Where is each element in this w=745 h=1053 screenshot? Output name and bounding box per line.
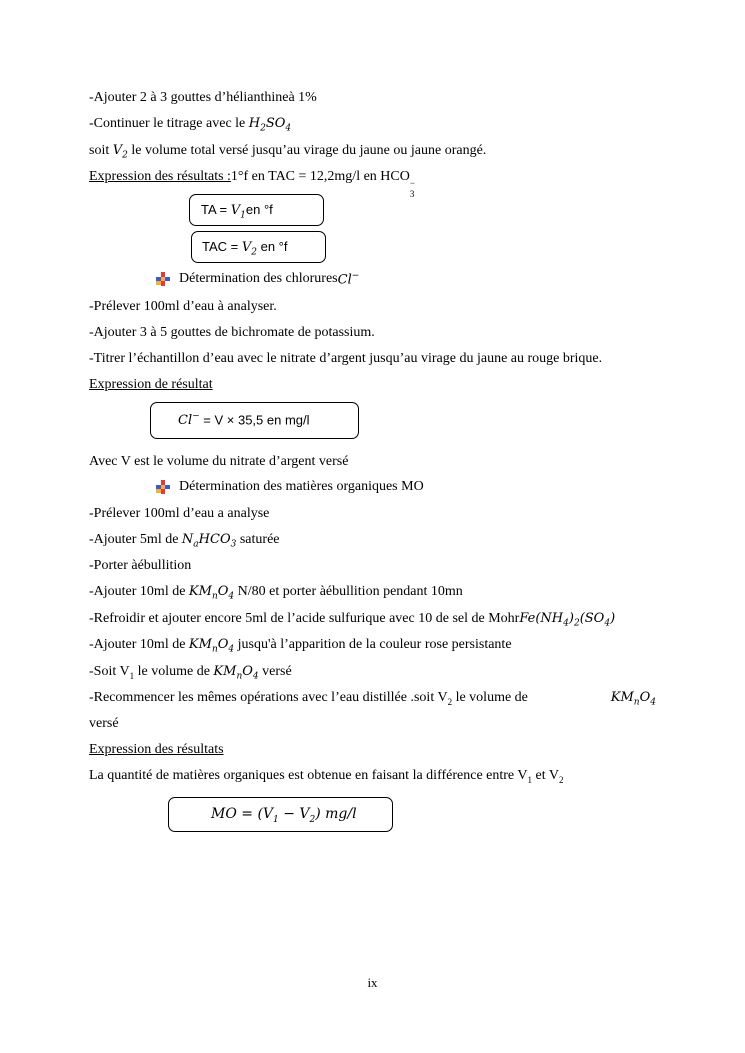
step-ebullition: -Porter àébullition — [89, 558, 192, 573]
step-titrer: -Titrer l’échantillon d’eau avec le nitrate d’argent jusqu’au virage du jaune au rouge brique. — [89, 351, 603, 366]
formula-box-ta: TA = $V_1en$ °f — [189, 194, 324, 226]
step-add-helianthine: -Ajouter 2 à 3 gouttes d’hélianthineà 1% — [89, 90, 317, 105]
step-prelever-mo: -Prélever 100ml d’eau a analyse — [89, 506, 270, 521]
step-v2-volume: soit $V_2$ le volume total versé jusqu’au virage du jaune ou jaune orangé. — [89, 143, 487, 161]
section-label: Expression des résultats : — [89, 169, 231, 184]
step-recommencer: -Recommencer les mêmes opérations avec l’eau distillée .soit $V_2$ le volume de $KM_nO_4$ — [89, 690, 656, 708]
step-prelever: -Prélever 100ml d’eau à analyser. — [89, 299, 277, 314]
cross-bullet-icon — [155, 271, 171, 287]
section-label-resultats-mo: Expression des résultats — [89, 742, 224, 757]
cross-bullet-icon — [155, 479, 171, 495]
step-v1-volume: -Soit $V_1$ le volume de $KM_nO_4$ versé — [89, 664, 292, 682]
step-verse: versé — [89, 716, 119, 731]
step-nahco3: -Ajouter 5ml de $N_aHCO_3$ saturée — [89, 532, 280, 550]
expression-resultats-tac: Expression des résultats :1°f en TAC = 12,2mg/l en HCO − 3 — [89, 169, 415, 199]
formula-box-chlorures: Cl− = V × 35,5 en mg/l — [150, 402, 359, 439]
step-kmno4-rose: -Ajouter 10ml de $KM_nO_4$ jusqu'à l’apparition de la couleur rose persistante — [89, 637, 512, 655]
bullet-matieres-organiques: Détermination des matières organiques MO — [155, 479, 424, 495]
step-refroidir-mohr: -Refroidir et ajouter encore 5ml de l’acide sulfurique avec 10 de sel de $MohrFe(NH_4)_2(SO_4)$ — [89, 611, 616, 629]
note-volume-nitrate: Avec V est le volume du nitrate d’argent versé — [89, 454, 349, 469]
formula-box-tac: TAC = $V_2$ en °f — [191, 231, 326, 263]
bullet-chlorures: Détermination des chlorures Cl− — [155, 271, 359, 287]
section-label-resultat: Expression de résultat — [89, 377, 213, 392]
step-bichromate: -Ajouter 3 à 5 gouttes de bichromate de potassium. — [89, 325, 375, 340]
formula-h2so4: $H_2SO_4$ — [248, 116, 292, 134]
step-kmno4-n80: -Ajouter 10ml de $KM_nO_4$ N/80 et porter àébullition pendant 10mn — [89, 584, 463, 602]
formula-box-mo: MO = $(V_1 - V_2)$ mg/l — [168, 797, 393, 832]
note-difference-v1-v2: La quantité de matières organiques est obtenue en faisant la différence entre $V_1$ et $V_2$ — [89, 768, 564, 785]
step-continue-titration: -Continuer le titrage avec le $H_2SO_4$ — [89, 116, 292, 134]
page-number: ix — [367, 975, 378, 990]
